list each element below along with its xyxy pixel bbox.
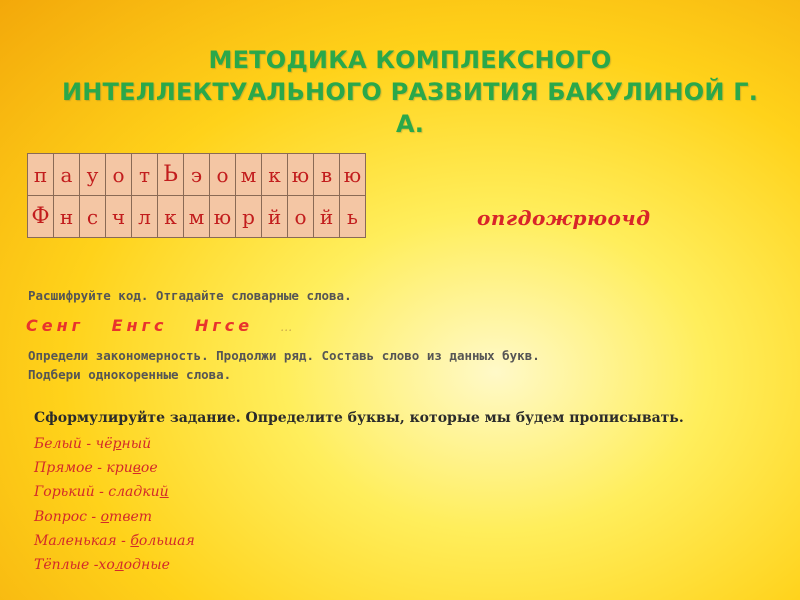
title-line-3: А. xyxy=(395,110,425,138)
code-cell: ь xyxy=(340,196,366,238)
code-cell: й xyxy=(314,196,340,238)
task-formulate-text: Сформулируйте задание. Определите буквы, которые мы будем прописывать. xyxy=(34,410,684,426)
antonym-pair xyxy=(34,553,195,577)
code-cell: н xyxy=(54,196,80,238)
highlighted-letter: о xyxy=(100,508,110,525)
code-row-2 xyxy=(28,196,366,238)
letter-series xyxy=(26,316,294,335)
pair-text: Горький - сладки xyxy=(34,484,160,501)
code-cell: о xyxy=(288,196,314,238)
pair-text: ое xyxy=(140,460,158,477)
pair-text: ный xyxy=(121,436,152,452)
code-cell: л xyxy=(132,196,158,238)
pair-text: Тёплые -хо xyxy=(34,557,115,574)
code-cell: т xyxy=(132,154,158,196)
code-table xyxy=(27,153,366,238)
antonym-pair xyxy=(34,480,195,504)
code-cell: Ь xyxy=(158,154,184,196)
task-pattern-line-1: Определи закономерность. Продолжи ряд. Составь слово из данных букв. xyxy=(28,348,540,363)
code-cell: э xyxy=(184,154,210,196)
code-cell: к xyxy=(262,154,288,196)
code-cell: с xyxy=(80,196,106,238)
code-cell: о xyxy=(210,154,236,196)
code-cell: ю xyxy=(210,196,236,238)
task-pattern-text xyxy=(28,346,788,384)
title-line-1: МЕТОДИКА КОМПЛЕКСНОГО xyxy=(208,46,612,74)
antonym-pair xyxy=(34,456,195,480)
highlighted-letter: й xyxy=(159,484,169,501)
highlighted-letter: б xyxy=(130,532,139,549)
code-cell: у xyxy=(80,154,106,196)
code-cell: м xyxy=(184,196,210,238)
task-pattern-line-2: Подбери однокоренные слова. xyxy=(28,367,232,382)
code-cell: к xyxy=(158,196,184,238)
antonym-pairs-list xyxy=(34,432,195,577)
code-cell: й xyxy=(262,196,288,238)
antonym-pair xyxy=(34,529,195,553)
series-word-2: Енгс xyxy=(111,316,168,335)
code-cell: п xyxy=(28,154,54,196)
pair-text: Белый - чё xyxy=(34,436,113,452)
pair-text: Маленькая - xyxy=(34,532,131,549)
code-cell: ю xyxy=(288,154,314,196)
pair-text: ольшая xyxy=(138,532,195,549)
code-cell: а xyxy=(54,154,80,196)
pair-text: твет xyxy=(109,508,153,525)
antonym-pair xyxy=(34,432,195,456)
highlighted-letter: в xyxy=(132,460,141,477)
code-cell: о xyxy=(106,154,132,196)
code-row-1 xyxy=(28,154,366,196)
page-title xyxy=(20,44,800,140)
code-cell: м xyxy=(236,154,262,196)
series-word-3: Нгсе xyxy=(195,316,254,335)
code-cell: ю xyxy=(340,154,366,196)
code-cell: Ф xyxy=(28,196,54,238)
pair-text: Вопрос - xyxy=(34,508,101,525)
cipher-word: опгдожрюочд xyxy=(477,206,651,230)
title-line-2: ИНТЕЛЛЕКТУАЛЬНОГО РАЗВИТИЯ БАКУЛИНОЙ Г. xyxy=(61,78,759,106)
highlighted-letter: л xyxy=(114,557,124,574)
series-ellipsis: … xyxy=(280,320,294,334)
pair-text: Прямое - кри xyxy=(34,460,133,477)
series-word-1: Сенг xyxy=(26,316,85,335)
task-decode-text: Расшифруйте код. Отгадайте словарные слова. xyxy=(28,288,352,303)
antonym-pair xyxy=(34,505,195,529)
code-cell: в xyxy=(314,154,340,196)
code-cell: ч xyxy=(106,196,132,238)
highlighted-letter: р xyxy=(112,436,122,452)
code-cell: р xyxy=(236,196,262,238)
pair-text: одные xyxy=(123,557,170,574)
